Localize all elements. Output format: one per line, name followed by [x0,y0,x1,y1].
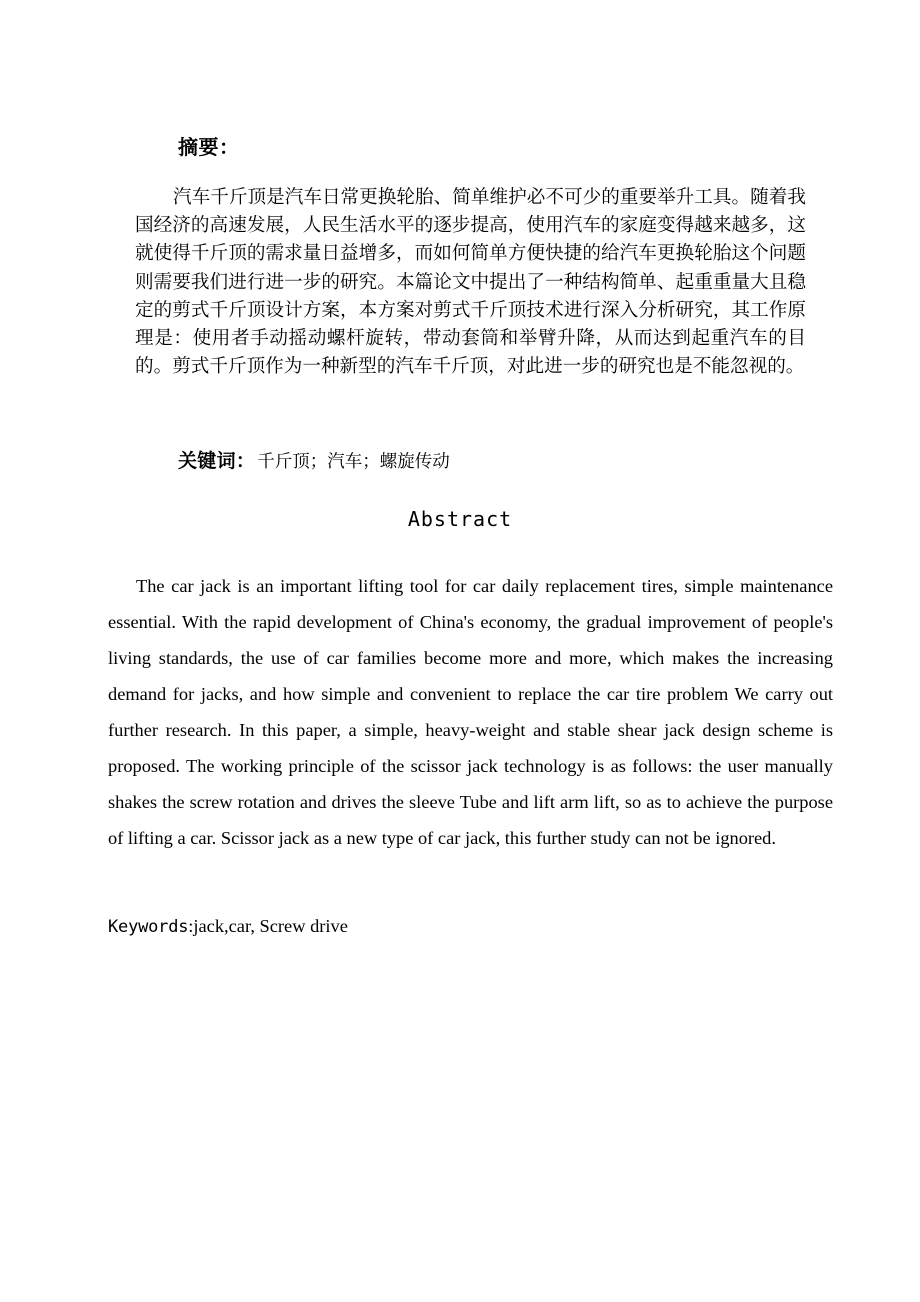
chinese-abstract-body: 汽车千斤顶是汽车日常更换轮胎、简单维护必不可少的重要举升工具。随着我国经济的高速发展，人民生活水平的逐步提高，使用汽车的家庭变得越来越多，这就使得千斤顶的需求量日益增多，而如何简单方便快捷的给汽车更换轮胎这个问题则需要我们进行进一步的研究。本篇论文中提出了一种结构简单、起重重量大且稳定的剪式千斤顶设计方案，本方案对剪式千斤顶技术进行深入分析研究，其工作原理是：使用者手动摇动螺杆旋转，带动套筒和举臂升降，从而达到起重汽车的目的。剪式千斤顶作为一种新型的汽车千斤顶，对此进一步的研究也是不能忽视的。 [135,187,806,378]
english-abstract-body: The car jack is an important lifting tool for car daily replacement tires, simple maintenance essential. With the rapid development of China's economy, the gradual improvement of people's living standards, the use of car families become more and more, which makes the increasing demand for jacks, and how simple and convenient to replace the car tire problem We carry out further research. In this paper, a simple, heavy-weight and stable shear jack design scheme is proposed. The working principle of the scissor jack technology is as follows: the user manually shakes the screw rotation and drives the sleeve Tube and lift arm lift, so as to achieve the purpose of lifting a car. Scissor jack as a new type of car jack, this further study can not be ignored. [108,576,833,848]
chinese-abstract-heading: 摘要： [178,135,240,159]
english-keywords-label: Keywords [108,917,189,937]
chinese-keywords-values: 千斤顶；汽车；螺旋传动 [257,452,450,472]
chinese-keywords-line [178,447,450,477]
english-abstract-heading: Abstract [407,507,513,531]
english-keywords-line [108,913,348,941]
chinese-keywords-label: 关键词： [178,450,256,472]
english-keywords-values: :jack,car, Screw drive [188,916,348,936]
